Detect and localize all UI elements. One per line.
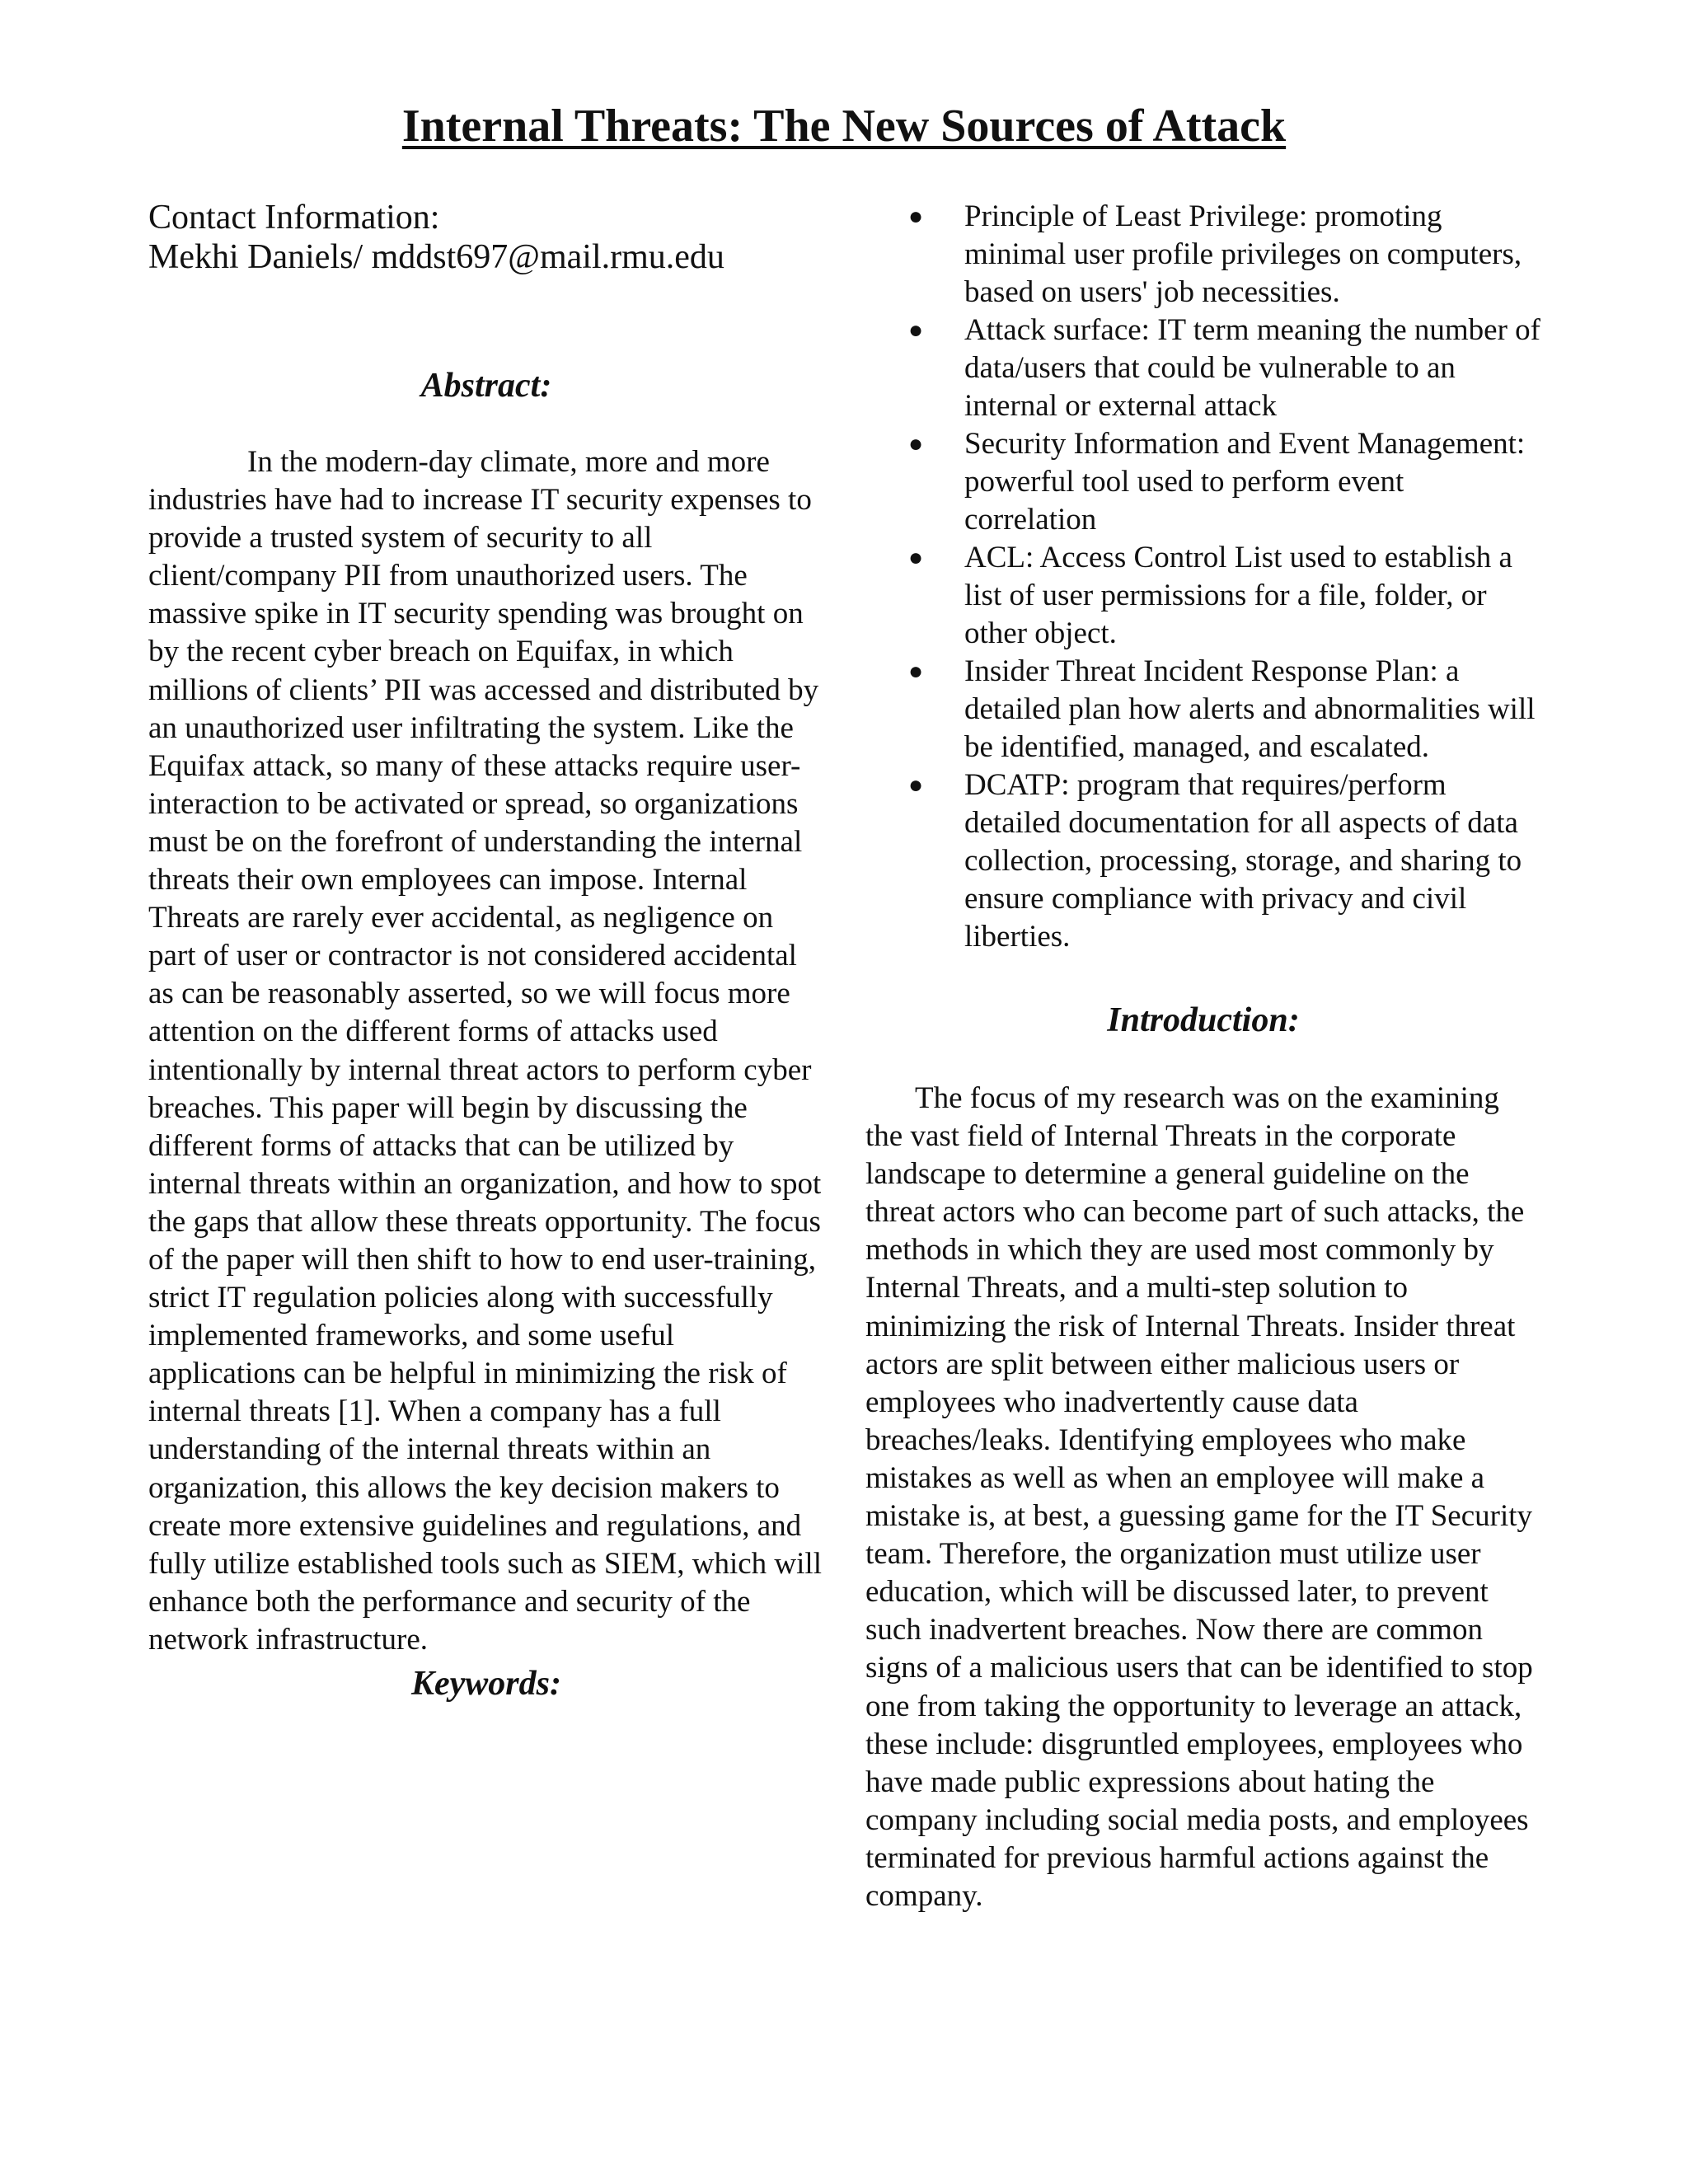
introduction-heading: Introduction: (1107, 1001, 1300, 1039)
abstract-text: In the modern-day climate, more and more industries have had to increase IT security expenses to provide a trusted system of security to all client/company PII from unauthorized users. The massive spike in IT security spending was brought on by the recent cyber breach on Equifax, in which millions of clients’ PII was accessed and distributed by an unauthorized user infiltrating the system. Like the Equifax attack, so many of these attacks require user-interaction to be activated or spread, so organizations must be on the forefront of understanding the internal threats their own employees can impose. Internal Threats are rarely ever accidental, as negligence on part of user or contractor is not considered accidental as can be reasonably asserted, so we will focus more attention on the different forms of attacks used intentionally by internal threat actors to perform cyber breaches. This paper will begin by discussing the different forms of attacks that can be utilized by internal threats within an organization, and how to spot the gaps that allow these threats opportunity. The focus of the paper will then shift to how to end user-training, strict IT regulation policies along with successfully implemented frameworks, and some useful applications can be helpful in minimizing the risk of internal threats [1]. When a company has a full understanding of the internal threats within an organization, this allows the key decision makers to create more extensive guidelines and regulations, and fully utilize established tools such as SIEM, which will enhance both the performance and security of the network infrastructure. (148, 445, 822, 1657)
keyword-item (865, 539, 1541, 653)
keywords-heading: Keywords: (411, 1665, 561, 1703)
keyword-item (865, 653, 1541, 766)
keyword-text: Insider Threat Incident Response Plan: a detailed plan how alerts and abnormalities will be identified, managed, and escalated. (964, 654, 1536, 764)
keyword-text: Attack surface: IT term meaning the number of data/users that could be vulnerable to an internal or external attack (964, 313, 1540, 423)
keyword-item (865, 198, 1541, 312)
keyword-item (865, 425, 1541, 539)
keyword-list (865, 198, 1541, 956)
bullet-icon: ● (908, 771, 924, 799)
keyword-item (865, 312, 1541, 425)
bullet-icon: ● (908, 430, 924, 457)
introduction-text: The focus of my research was on the examining the vast field of Internal Threats in the corporate landscape to determine a general guideline on the threat actors who can become part of such attacks, the methods in which they are used most commonly by Internal Threats, and a multi-step solution to minimizing the risk of Internal Threats. Insider threat actors are split between either malicious users or employees who inadvertently cause data breaches/leaks. Identifying employees who make mistakes as well as when an employee will make a mistake is, at best, a guessing game for the IT Security team. Therefore, the organization must utilize user education, which will be discussed later, to prevent such inadvertent breaches. Now there are common signs of a malicious users that can be identified to stop one from taking the opportunity to leverage an attack, these include: disgruntled employees, employees who have made public expressions about hating the company including social media posts, and employees terminated for previous harmful actions against the company. (865, 1081, 1533, 1913)
bullet-icon: ● (908, 203, 924, 230)
keyword-text: DCATP: program that requires/perform detailed documentation for all aspects of data collection, processing, storage, and sharing to ensure compliance with privacy and civil liberties. (964, 768, 1522, 954)
abstract-heading: Abstract: (420, 367, 552, 405)
paper-title: Internal Threats: The New Sources of Attack (401, 101, 1287, 152)
keyword-text: ACL: Access Control List used to establish a list of user permissions for a file, folder, or other object. (964, 541, 1512, 650)
keyword-item (865, 766, 1541, 956)
contact-information (148, 198, 824, 277)
contact-heading: Contact Information: (148, 199, 440, 237)
keyword-text: Principle of Least Privilege: promoting minimal user profile privileges on computers, based on users' job necessities. (964, 199, 1522, 309)
bullet-icon: ● (908, 658, 924, 685)
contact-line: Mekhi Daniels/ mddst697@mail.rmu.edu (148, 238, 724, 276)
left-column (148, 198, 824, 1705)
bullet-icon: ● (908, 316, 924, 344)
right-column (865, 198, 1541, 1915)
keyword-text: Security Information and Event Management: powerful tool used to perform event correlation (964, 427, 1526, 537)
bullet-icon: ● (908, 544, 924, 571)
